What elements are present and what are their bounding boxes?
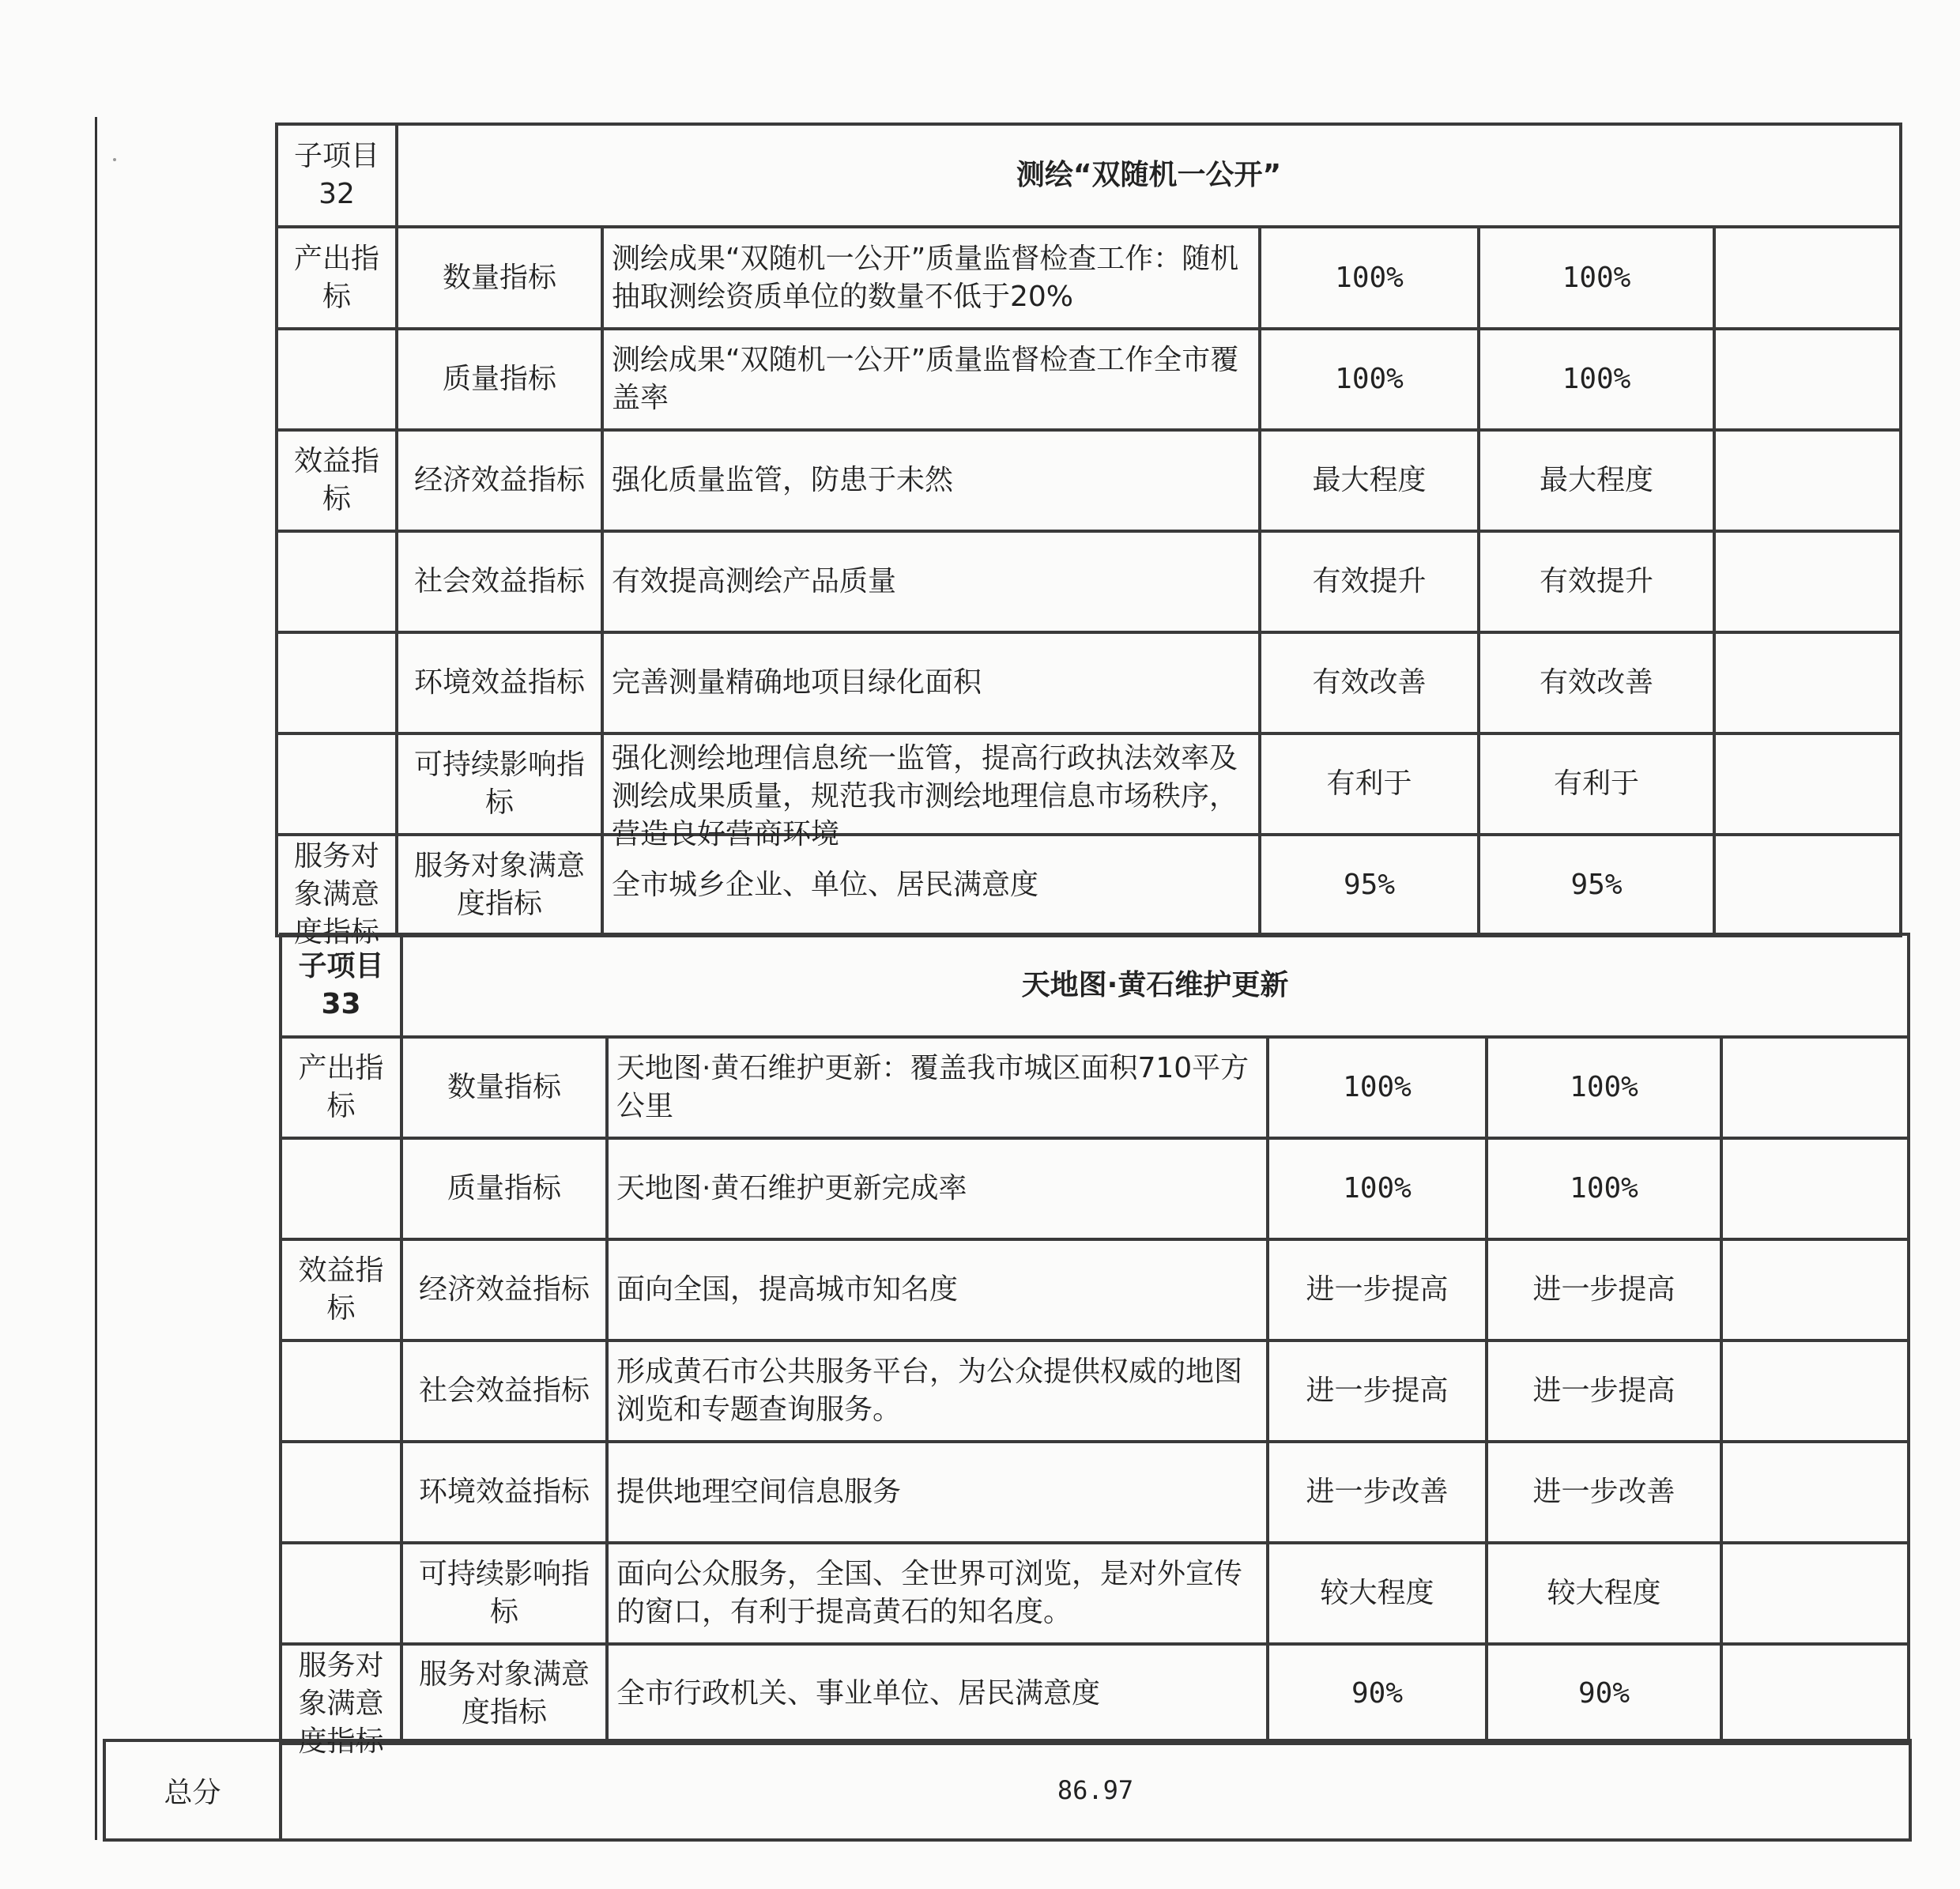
actual-value: 100%	[1479, 329, 1714, 430]
indicator-description: 提供地理空间信息服务	[607, 1442, 1268, 1543]
total-score-table	[103, 1739, 1912, 1842]
target-value: 有效改善	[1260, 632, 1479, 733]
category-cell: 效益指标	[277, 430, 397, 531]
indicator-description: 强化质量监管，防患于未然	[602, 430, 1260, 531]
actual-value: 进一步提高	[1487, 1340, 1721, 1442]
target-value: 100%	[1260, 227, 1479, 329]
score-cell	[1721, 1543, 1909, 1644]
table-row	[281, 1442, 1909, 1543]
indicator-description: 天地图·黄石维护更新完成率	[607, 1138, 1268, 1239]
category-cell	[281, 1138, 401, 1239]
actual-value: 95%	[1479, 835, 1714, 936]
table-row	[281, 1340, 1909, 1442]
table-row	[281, 1138, 1909, 1239]
indicator-description: 面向全国，提高城市知名度	[607, 1239, 1268, 1340]
score-cell	[1721, 1239, 1909, 1340]
scan-speck	[113, 158, 116, 161]
indicator-type-cell: 可持续影响指标	[401, 1543, 607, 1644]
indicator-type-cell: 质量指标	[397, 329, 602, 430]
table-row	[277, 632, 1901, 733]
indicator-description: 测绘成果“双随机一公开”质量监督检查工作全市覆盖率	[602, 329, 1260, 430]
table-row	[281, 1543, 1909, 1644]
table-row	[281, 1037, 1909, 1138]
actual-value: 进一步提高	[1487, 1239, 1721, 1340]
table-row	[277, 430, 1901, 531]
table-row	[277, 835, 1901, 936]
actual-value: 有效改善	[1479, 632, 1714, 733]
target-value: 有利于	[1260, 733, 1479, 835]
target-value: 较大程度	[1268, 1543, 1487, 1644]
actual-value: 90%	[1487, 1644, 1721, 1744]
actual-value: 100%	[1487, 1138, 1721, 1239]
indicator-description: 完善测量精确地项目绿化面积	[602, 632, 1260, 733]
score-cell	[1721, 1037, 1909, 1138]
target-value: 95%	[1260, 835, 1479, 936]
category-cell: 产出指标	[277, 227, 397, 329]
indicator-type-cell: 社会效益指标	[397, 531, 602, 632]
table-row	[277, 531, 1901, 632]
table-row	[277, 227, 1901, 329]
score-cell	[1714, 835, 1901, 936]
target-value: 进一步改善	[1268, 1442, 1487, 1543]
score-cell	[1721, 1442, 1909, 1543]
indicator-type-cell: 服务对象满意度指标	[397, 835, 602, 936]
indicator-description: 全市行政机关、事业单位、居民满意度	[607, 1644, 1268, 1744]
indicator-description: 测绘成果“双随机一公开”质量监督检查工作：随机抽取测绘资质单位的数量不低于20%	[602, 227, 1260, 329]
actual-value: 最大程度	[1479, 430, 1714, 531]
category-cell	[277, 632, 397, 733]
actual-value: 有利于	[1479, 733, 1714, 835]
category-cell	[281, 1644, 401, 1758]
category-cell	[281, 1543, 401, 1644]
outer-border-line	[95, 117, 97, 1840]
target-value: 有效提升	[1260, 531, 1479, 632]
category-cell	[277, 835, 397, 948]
score-cell	[1714, 329, 1901, 430]
target-value: 90%	[1268, 1644, 1487, 1744]
project-label: 子项目 33	[281, 934, 401, 1037]
score-cell	[1721, 1138, 1909, 1239]
indicator-description: 面向公众服务，全国、全世界可浏览，是对外宣传的窗口，有利于提高黄石的知名度。	[607, 1543, 1268, 1644]
project-title: 测绘“双随机一公开”	[397, 124, 1901, 227]
indicator-type-cell: 质量指标	[401, 1138, 607, 1239]
total-row	[104, 1740, 1910, 1840]
actual-value: 较大程度	[1487, 1543, 1721, 1644]
table-row	[281, 1644, 1909, 1744]
category-text: 服务对象满意度指标	[293, 840, 379, 948]
score-cell	[1714, 632, 1901, 733]
actual-value: 100%	[1487, 1037, 1721, 1138]
indicator-description: 有效提高测绘产品质量	[602, 531, 1260, 632]
actual-value: 进一步改善	[1487, 1442, 1721, 1543]
indicator-type-cell: 环境效益指标	[397, 632, 602, 733]
project-header-row	[281, 934, 1909, 1037]
actual-value: 有效提升	[1479, 531, 1714, 632]
score-cell	[1714, 227, 1901, 329]
indicator-type-cell: 社会效益指标	[401, 1340, 607, 1442]
total-label: 总分	[104, 1740, 281, 1840]
category-text: 服务对象满意度指标	[298, 1650, 384, 1758]
indicator-description: 天地图·黄石维护更新：覆盖我市城区面积710平方公里	[607, 1037, 1268, 1138]
indicator-description: 形成黄石市公共服务平台，为公众提供权威的地图浏览和专题查询服务。	[607, 1340, 1268, 1442]
target-value: 最大程度	[1260, 430, 1479, 531]
indicator-description	[602, 733, 1260, 850]
project-title: 天地图·黄石维护更新	[401, 934, 1909, 1037]
indicator-type-cell: 经济效益指标	[401, 1239, 607, 1340]
category-cell	[277, 733, 397, 835]
indicator-type-cell: 数量指标	[401, 1037, 607, 1138]
target-value: 进一步提高	[1268, 1340, 1487, 1442]
project-32-table	[275, 123, 1902, 948]
category-cell: 效益指标	[281, 1239, 401, 1340]
indicator-type-cell: 服务对象满意度指标	[401, 1644, 607, 1744]
score-cell	[1714, 531, 1901, 632]
category-cell	[277, 531, 397, 632]
total-value: 86.97	[281, 1740, 1910, 1840]
score-cell	[1714, 430, 1901, 531]
actual-value: 100%	[1479, 227, 1714, 329]
project-header-row	[277, 124, 1901, 227]
target-value: 100%	[1268, 1037, 1487, 1138]
indicator-description: 全市城乡企业、单位、居民满意度	[602, 835, 1260, 936]
score-cell	[1714, 733, 1901, 835]
indicator-type-cell: 经济效益指标	[397, 430, 602, 531]
indicator-type-cell: 数量指标	[397, 227, 602, 329]
category-cell: 产出指标	[281, 1037, 401, 1138]
target-value: 100%	[1260, 329, 1479, 430]
project-label: 子项目 32	[277, 124, 397, 227]
table-row	[281, 1239, 1909, 1340]
table-row	[277, 733, 1901, 835]
category-cell	[281, 1340, 401, 1442]
category-cell	[277, 329, 397, 430]
target-value: 进一步提高	[1268, 1239, 1487, 1340]
description-text: 强化测绘地理信息统一监管，提高行政执法效率及测绘成果质量，规范我市测绘地理信息市场秩序，营造良好营商环境	[612, 742, 1238, 850]
project-33-table	[279, 933, 1910, 1758]
indicator-type-cell: 环境效益指标	[401, 1442, 607, 1543]
category-cell	[281, 1442, 401, 1543]
target-value: 100%	[1268, 1138, 1487, 1239]
indicator-type-cell: 可持续影响指标	[397, 733, 602, 835]
score-cell	[1721, 1340, 1909, 1442]
score-cell	[1721, 1644, 1909, 1744]
table-row	[277, 329, 1901, 430]
